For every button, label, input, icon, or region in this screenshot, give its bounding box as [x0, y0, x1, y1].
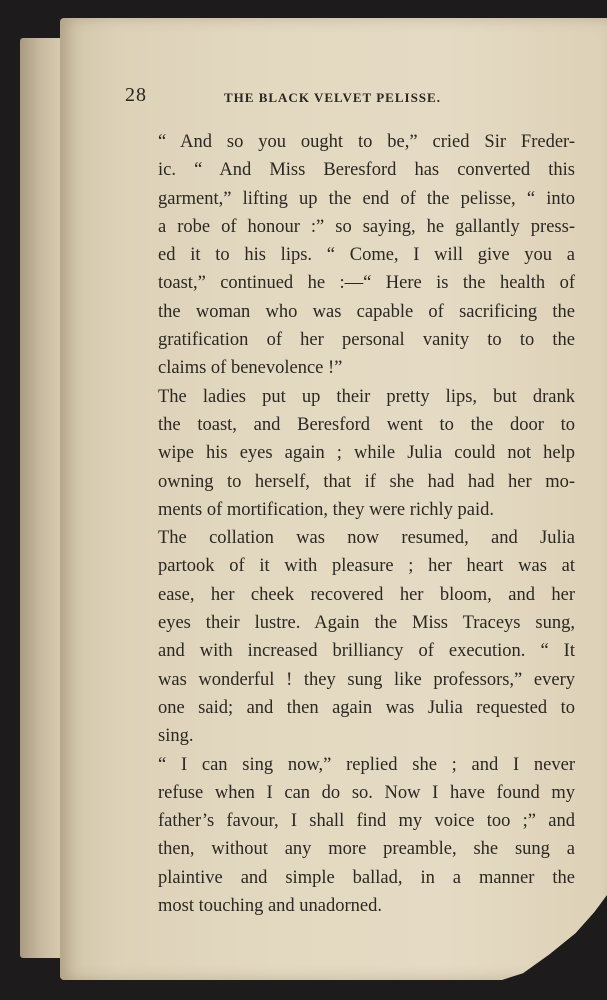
- paragraph-2: [130, 383, 575, 524]
- text-line: ed it to his lips. “ Come, I will give you a: [158, 245, 575, 266]
- text-line: ease, her cheek recovered her bloom, and her: [158, 584, 575, 605]
- text-line: partook of it with pleasure ; her heart was at: [158, 556, 575, 577]
- text-line: then, without any more preamble, she sung a: [158, 839, 575, 860]
- text-line: garment,” lifting up the end of the pelisse, “ into: [158, 188, 575, 209]
- text-line: the toast, and Beresford went to the door to: [158, 414, 575, 435]
- body-text: [130, 128, 575, 920]
- page-number: 28: [125, 84, 147, 106]
- text-line: eyes their lustre. Again the Miss Traceys sung,: [158, 613, 575, 634]
- text-line: refuse when I can do so. Now I have found my: [158, 782, 575, 803]
- text-line: a robe of honour :” so saying, he gallantly press-: [158, 216, 575, 237]
- paragraph-4: [130, 751, 575, 921]
- text-line: ments of mortification, they were richly paid.: [158, 499, 494, 520]
- text-line: The ladies put up their pretty lips, but drank: [158, 386, 575, 407]
- running-title: THE BLACK VELVET PELISSE.: [224, 90, 441, 105]
- text-line: father’s favour, I shall find my voice too ;” and: [158, 811, 575, 832]
- text-line: ic. “ And Miss Beresford has converted this: [158, 160, 575, 181]
- text-line: gratification of her personal vanity to to the: [158, 330, 575, 351]
- text-line: the woman who was capable of sacrificing the: [158, 301, 575, 322]
- text-line: The collation was now resumed, and Julia: [158, 528, 575, 549]
- text-line: most touching and unadorned.: [158, 896, 383, 917]
- paragraph-1: [130, 128, 575, 383]
- text-line: plaintive and simple ballad, in a manner the: [158, 867, 575, 888]
- paragraph-3: [130, 524, 575, 750]
- text-line: and with increased brilliancy of execution. “ It: [158, 641, 575, 662]
- text-line: owning to herself, that if she had had her mo-: [158, 471, 575, 492]
- text-line: “ I can sing now,” replied she ; and I never: [158, 754, 575, 775]
- text-line: one said; and then again was Julia requested to: [158, 697, 575, 718]
- text-line: was wonderful ! they sung like professors,” every: [158, 669, 575, 690]
- text-line: “ And so you ought to be,” cried Sir Freder-: [158, 132, 575, 152]
- text-line: toast,” continued he :—“ Here is the health of: [158, 273, 575, 294]
- text-line: claims of benevolence !”: [158, 358, 343, 379]
- text-line: wipe his eyes again ; while Julia could not help: [158, 443, 575, 464]
- text-line: sing.: [158, 726, 194, 747]
